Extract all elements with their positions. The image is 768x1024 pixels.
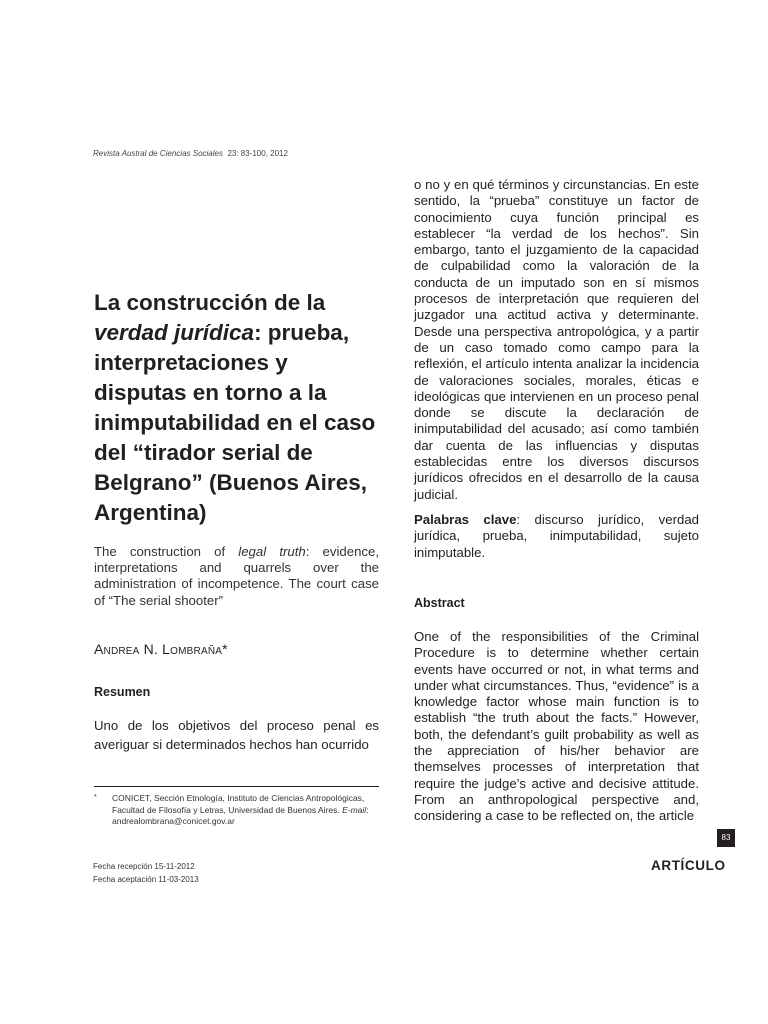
author-last-initial: L (162, 641, 171, 657)
footnote-text (112, 793, 379, 828)
submission-dates (93, 860, 199, 886)
journal-citation: 23: 83-100, 2012 (227, 149, 288, 158)
subtitle-italic: legal truth (238, 544, 306, 559)
title-line1: La construcción de la (94, 290, 326, 315)
section-label: ARTÍCULO (651, 858, 726, 873)
resumen-text-left: Uno de los objetivos del proceso penal es averiguar si determinados hechos han ocurrido (94, 718, 379, 752)
keywords-label: Palabras clave (414, 512, 517, 527)
subtitle-prefix: The construction of (94, 544, 239, 559)
footnote-affiliation: CONICET, Sección Etnología, Instituto de Ciencias Antropológicas, Facultad de Filosofía y Letras, Universidad de Buenos Aires. (112, 793, 365, 815)
date-accepted: Fecha aceptación 11-03-2013 (93, 875, 199, 884)
resumen-heading: Resumen (94, 685, 151, 699)
abstract-text: One of the responsibilities of the Criminal Procedure is to determine whether certain events have occurred or not, in what terms and under what circumstances. Thus, “evidence” is a knowledge factor whose main function is to establish “the truth about the facts.” However, both, the defendant’s guilt probability as well as the appreciation of his/her behavior are themselves processes of interpretation that require the judge’s active and decisive attitude. From an anthropological perspective and, considering a case to be reflected on, the article (414, 629, 699, 824)
subtitle-rest: : evidence, interpretations and quarrels over the administration of incompetence. The court case of “The serial shooter” (94, 544, 379, 608)
footnote-divider (94, 786, 379, 787)
article-title (94, 288, 384, 528)
author-name (94, 641, 228, 657)
author-footnote-mark: * (222, 641, 228, 657)
footnote-email-label: E-mail (342, 804, 367, 815)
date-received: Fecha recepción 15-11-2012 (93, 862, 195, 871)
title-rest: : prueba, interpretaciones y disputas en torno a la inimputabilidad en el caso del “tirador serial de Belgrano” (Buenos Aires, Argentina) (94, 320, 376, 525)
abstract-heading: Abstract (414, 596, 465, 610)
keywords (414, 512, 699, 561)
author-first-initial: A (94, 641, 104, 657)
page-number: 83 (717, 829, 735, 847)
footnote-mark: * (94, 794, 97, 801)
title-italic: verdad jurídica (94, 320, 255, 345)
author-middle: N. (139, 641, 163, 657)
keywords-text: : discurso jurídico, verdad jurídica, prueba, inimputabilidad, sujeto inimputable. (414, 512, 699, 560)
running-header (93, 149, 288, 158)
author-first-rest: ndrea (103, 641, 140, 657)
footnote-email: : andrealombrana@conicet.gov.ar (112, 804, 369, 827)
author-last-rest: ombraña (170, 641, 223, 657)
journal-name: Revista Austral de Ciencias Sociales (93, 149, 223, 158)
english-title (94, 544, 379, 609)
resumen-text-right: o no y en qué términos y circunstancias. En este sentido, la “prueba” constituye un factor de conocimiento cuya función principal es establecer “la verdad de los hechos”. Sin embargo, tanto el juzgamiento de la capacidad de culpabilidad como la valoración de la conducta de un imputado son en sí mismos procesos de interpretación que requieren del juzgador una actitud activa y determinante. Desde una perspectiva antropológica, y a partir de un caso tomado como campo para la reflexión, el artículo intenta analizar la incidencia de valoraciones sociales, morales, éticas e ideológicas que intervienen en un proceso penal donde se discute la declaración de inimputabilidad del acusado; así como también dar cuenta de las influencias y disputas establecidas entre los diversos discursos jurídicos ofrecidos en el desarrollo de la causa judicial. (414, 177, 699, 502)
